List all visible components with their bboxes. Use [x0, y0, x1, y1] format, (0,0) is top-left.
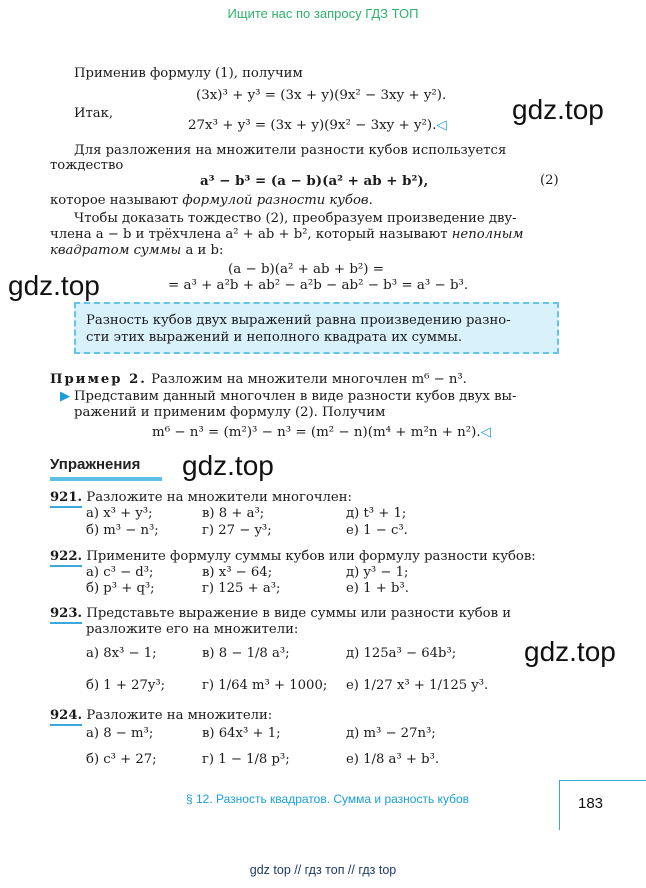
list-item: г) 125 + a³;: [202, 581, 281, 596]
watermark: gdz.top: [182, 450, 274, 481]
formula-2: 27x³ + y³ = (3x + y)(9x² − 3xy + y²).◁: [188, 118, 447, 133]
footer-divider: [559, 780, 560, 830]
exercise-underline: [50, 724, 82, 726]
list-item: д) t³ + 1;: [346, 506, 407, 521]
footer-divider: [559, 780, 646, 781]
page-number: 183: [578, 795, 604, 812]
list-item: в) x³ − 64;: [202, 565, 273, 580]
footer-chapter-title: § 12. Разность квадратов. Сумма и разность кубов: [186, 792, 469, 806]
watermark: gdz.top: [524, 636, 616, 667]
paragraph-itak: Итак,: [74, 106, 114, 121]
qed-mark: ◁: [436, 118, 447, 133]
list-item: а) c³ − d³;: [86, 565, 154, 580]
list-item: б) m³ − n³;: [86, 523, 159, 538]
list-item: е) 1/8 a³ + b³.: [346, 752, 440, 767]
section-title: Упражнения: [50, 456, 141, 473]
exercise-924-title: 924. Разложите на множители:: [50, 708, 273, 723]
list-item: в) 8 + a³;: [202, 506, 265, 521]
list-item: б) 1 + 27y³;: [86, 678, 166, 693]
paragraph-identity: тождество: [50, 158, 124, 173]
exercise-922-title: 922. Примените формулу суммы кубов или формулу разности кубов:: [50, 549, 536, 564]
list-item: г) 27 − y³;: [202, 523, 272, 538]
formula-difference-cubes: a³ − b³ = (a − b)(a² + ab + b²),: [200, 173, 429, 189]
list-item: б) p³ + q³;: [86, 581, 155, 596]
bottom-banner[interactable]: gdz top // гдз топ // гдз top: [249, 863, 397, 877]
list-item: д) y³ − 1;: [346, 565, 409, 580]
paragraph-sum-square: квадратом суммы a и b:: [50, 243, 224, 258]
formula-1: (3x)³ + y³ = (3x + y)(9x² − 3xy + y²).: [196, 88, 447, 103]
formula-proof-line2: = a³ + a²b + ab² − a²b − ab² − b³ = a³ − b³.: [168, 278, 469, 293]
paragraph-difference-intro: Для разложения на множители разности кубов используется: [74, 143, 507, 158]
list-item: в) 8 − 1/8 a³;: [202, 646, 290, 661]
solution-line-1: Представим данный многочлен в виде разности кубов двух вы-: [74, 389, 517, 404]
exercise-923-title: 923. Представьте выражение в виде суммы или разности кубов и: [50, 606, 511, 621]
rule-line-1: Разность кубов двух выражений равна произведению разно-: [86, 313, 511, 328]
list-item: д) 125a³ − 64b³;: [346, 646, 457, 661]
exercise-921-title: 921. Разложите на множители многочлен:: [50, 490, 352, 505]
exercise-923-task-cont: разложите его на множители:: [86, 622, 299, 637]
solution-marker-icon: ▶: [60, 389, 71, 404]
exercise-underline: [50, 622, 82, 624]
list-item: е) 1 + b³.: [346, 581, 409, 596]
list-item: б) c³ + 27;: [86, 752, 157, 767]
paragraph-apply-formula: Применив формулу (1), получим: [74, 66, 303, 81]
rule-line-2: сти этих выражений и неполного квадрата их суммы.: [86, 330, 463, 345]
list-item: д) m³ − 27n³;: [346, 726, 436, 741]
equation-number: (2): [540, 173, 559, 188]
section-underline: [50, 477, 162, 481]
example-heading: Пример 2. Разложим на множители многочлен m⁶ − n³.: [50, 372, 467, 387]
list-item: а) 8 − m³;: [86, 726, 154, 741]
list-item: а) x³ + y³;: [86, 506, 153, 521]
solution-line-2: ражений и применим формулу (2). Получим: [74, 405, 386, 420]
formula-example: m⁶ − n³ = (m²)³ − n³ = (m² − n)(m⁴ + m²n + n²).◁: [152, 425, 491, 440]
formula-proof-line1: (a − b)(a² + ab + b²) =: [228, 262, 384, 277]
list-item: е) 1 − c³.: [346, 523, 408, 538]
paragraph-called: которое называют формулой разности кубов.: [50, 193, 373, 208]
watermark: gdz.top: [512, 94, 604, 125]
watermark: gdz.top: [8, 270, 100, 301]
list-item: г) 1 − 1/8 p³;: [202, 752, 290, 767]
list-item: г) 1/64 m³ + 1000;: [202, 678, 328, 693]
paragraph-binomial: члена a − b и трёхчлена a² + ab + b², который называют неполным: [50, 227, 524, 242]
list-item: а) 8x³ − 1;: [86, 646, 157, 661]
list-item: е) 1/27 x³ + 1/125 y³.: [346, 678, 489, 693]
exercise-underline: [50, 565, 82, 567]
top-banner[interactable]: Ищите нас по запросу ГДЗ ТОП: [227, 6, 419, 21]
paragraph-prove: Чтобы доказать тождество (2), преобразуем произведение дву-: [74, 211, 517, 226]
list-item: в) 64x³ + 1;: [202, 726, 281, 741]
exercise-underline: [50, 506, 82, 508]
